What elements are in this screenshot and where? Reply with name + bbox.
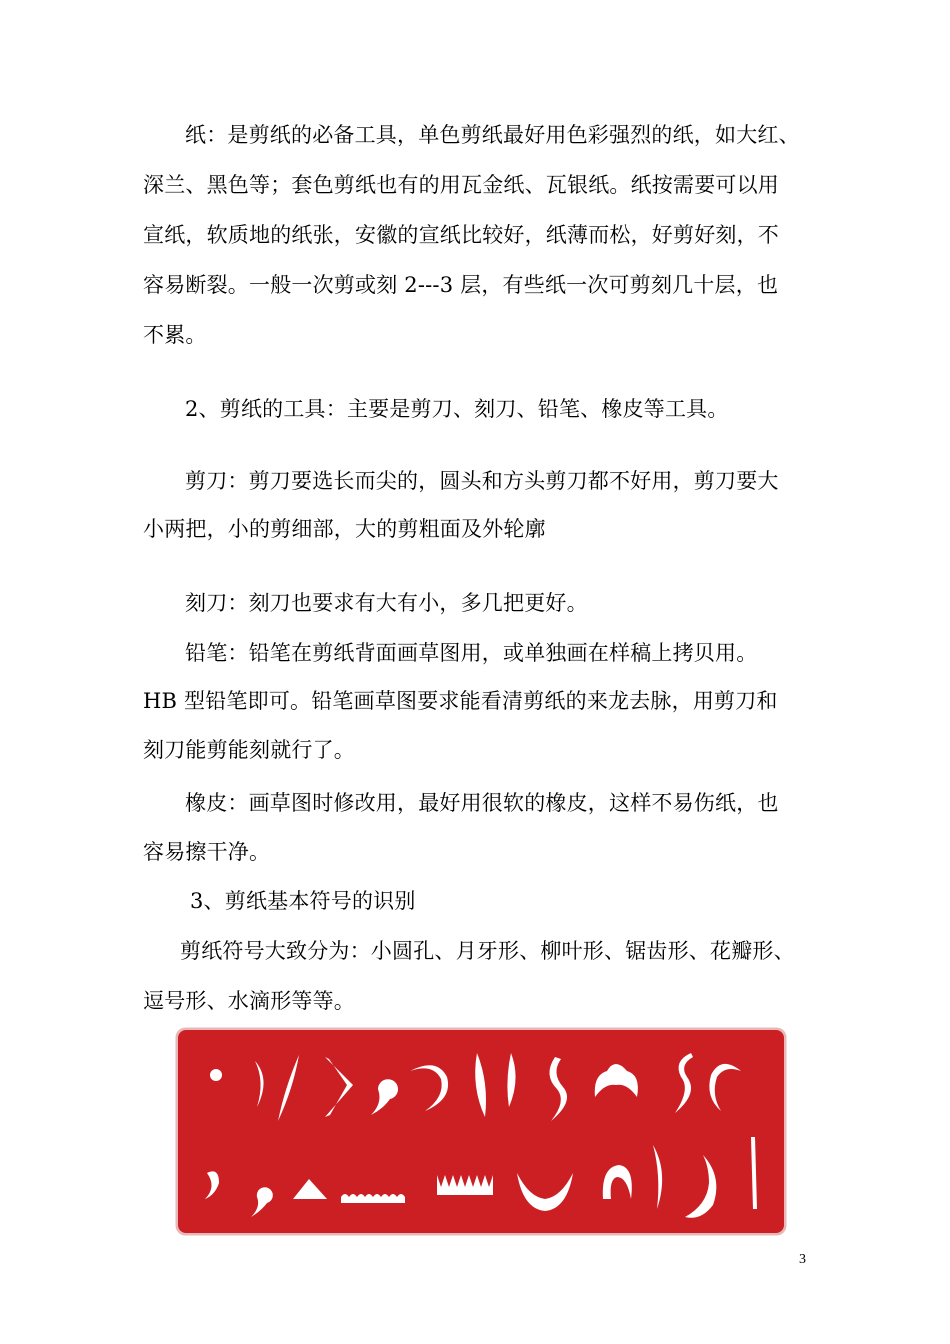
small-hole-symbol <box>210 1069 222 1081</box>
knife-line: 刻刀：刻刀也要求有大有小，多几把更好。 <box>185 591 588 615</box>
scissors-line-2: 小两把，小的剪细部，大的剪粗面及外轮廓 <box>143 517 546 541</box>
page-number: 3 <box>799 1252 806 1267</box>
pencil-line-2: HB 型铅笔即可。铅笔画草图要求能看清剪纸的来龙去脉，用剪刀和 <box>143 689 778 713</box>
papercut-symbols-figure <box>175 1027 787 1236</box>
paper-line-1: 纸：是剪纸的必备工具，单色剪纸最好用色彩强烈的纸，如大红、 <box>185 123 800 147</box>
paper-line-5: 不累。 <box>143 323 207 347</box>
paper-line-4: 容易断裂。一般一次剪或刻 2---3 层，有些纸一次可剪刻几十层，也 <box>143 273 779 297</box>
figure-background <box>178 1030 784 1233</box>
tools-heading: 2、剪纸的工具：主要是剪刀、刻刀、铅笔、橡皮等工具。 <box>185 397 729 421</box>
symbols-heading: 3、剪纸基本符号的识别 <box>190 889 416 913</box>
paper-line-3: 宣纸，软质地的纸张，安徽的宣纸比较好，纸薄而松，好剪好刻，不 <box>143 223 779 247</box>
pencil-line-1: 铅笔：铅笔在剪纸背面画草图用，或单独画在样稿上拷贝用。 <box>185 641 758 665</box>
symbols-line-1: 剪纸符号大致分为：小圆孔、月牙形、柳叶形、锯齿形、花瓣形、 <box>180 939 795 963</box>
eraser-line-1: 橡皮：画草图时修改用，最好用很软的橡皮，这样不易伤纸，也 <box>185 791 779 815</box>
papercut-symbols-image <box>175 1027 787 1236</box>
symbols-line-2: 逗号形、水滴形等等。 <box>143 989 355 1013</box>
scissors-line-1: 剪刀：剪刀要选长而尖的，圆头和方头剪刀都不好用，剪刀要大 <box>185 469 779 493</box>
pencil-line-3: 刻刀能剪能刻就行了。 <box>143 738 355 762</box>
paper-line-2: 深兰、黑色等；套色剪纸也有的用瓦金纸、瓦银纸。纸按需要可以用 <box>143 173 779 197</box>
eraser-line-2: 容易擦干净。 <box>143 840 271 864</box>
